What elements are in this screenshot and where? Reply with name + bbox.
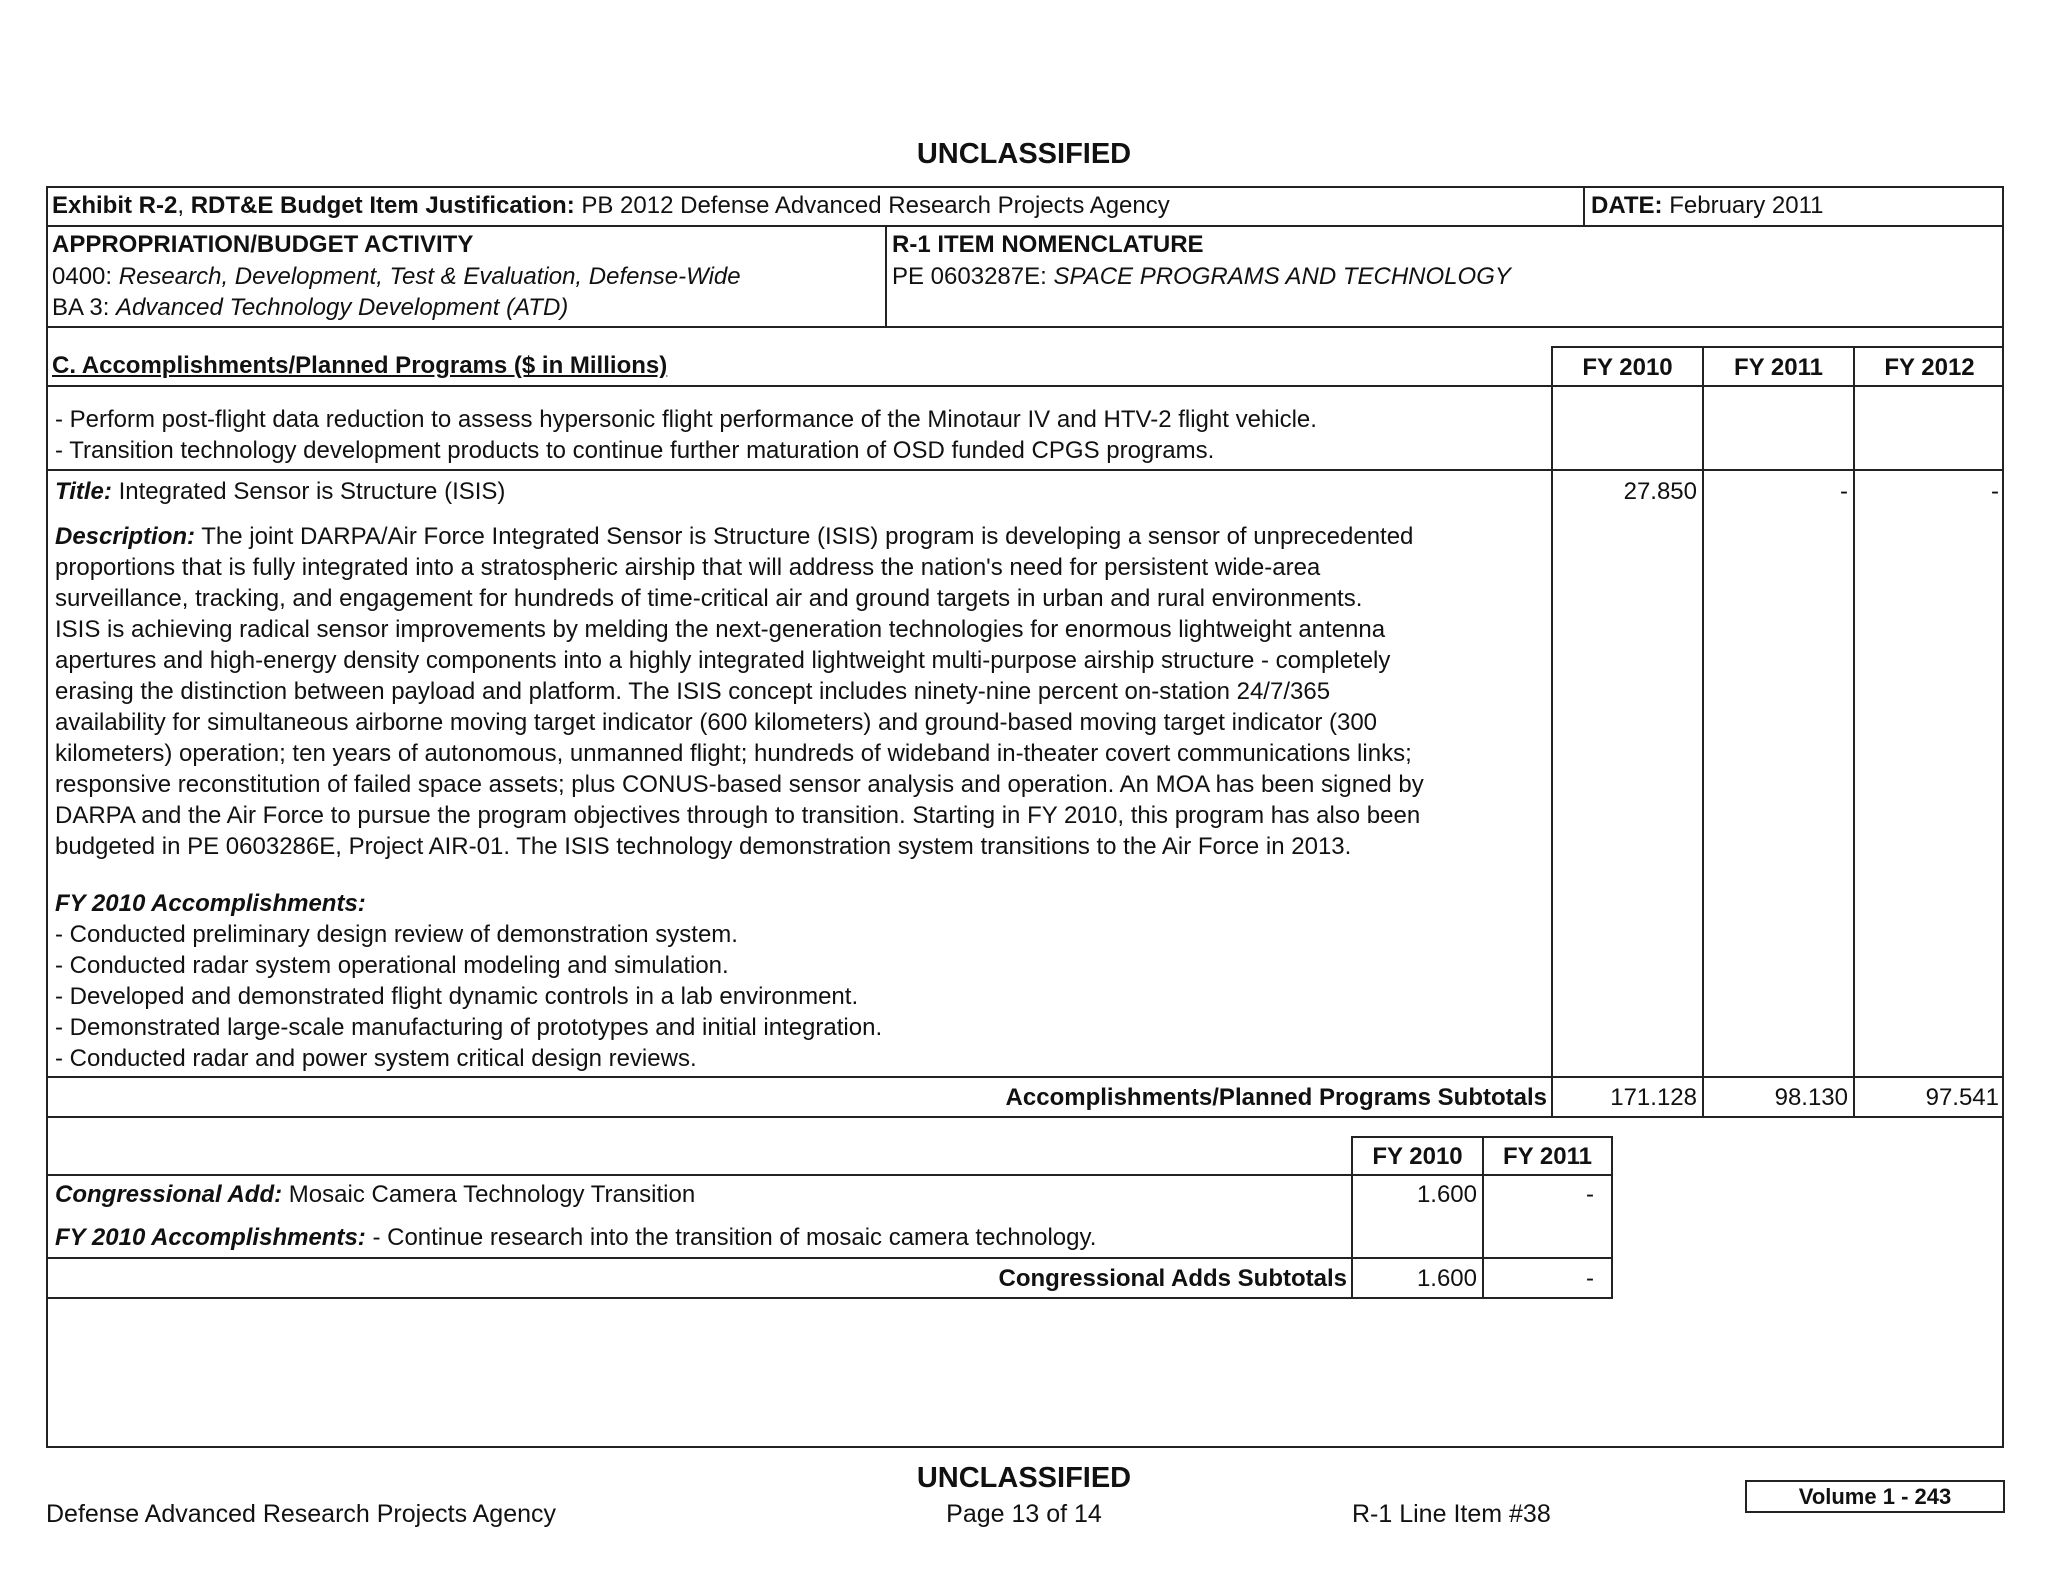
nomenclature-heading: R-1 ITEM NOMENCLATURE <box>892 231 1204 258</box>
appropriation-heading: APPROPRIATION/BUDGET ACTIVITY <box>52 231 474 258</box>
cong-rule-header <box>46 1174 1613 1176</box>
rule-date-divider <box>1583 186 1585 226</box>
cong-rule-item <box>46 1257 1613 1259</box>
program-value-fy2011: - <box>1840 478 1848 505</box>
description-line: ISIS is achieving radical sensor improvements by melding the next-generation technologies for enormous lightweight antenna <box>55 616 1386 643</box>
date-value: February 2011 <box>1669 192 1824 219</box>
cong-value-fy2011: - <box>1586 1181 1594 1208</box>
subtotal-fy2010: 171.128 <box>1610 1084 1697 1111</box>
description-line: kilometers) operation; ten years of autonomous, unmanned flight; hundreds of wideband in-theater covert communications links; <box>55 740 1412 767</box>
accomplishment-item: - Conducted preliminary design review of demonstration system. <box>55 921 738 948</box>
description-line: responsive reconstitution of failed space assets; plus CONUS-based sensor analysis and operation. An MOA has been signed by <box>55 771 1424 798</box>
program-value-fy2012: - <box>1991 478 1999 505</box>
pe-code: PE 0603287E: <box>892 263 1054 290</box>
volume-label: Volume 1 - 243 <box>1798 1484 1952 1509</box>
description-line: apertures and high-energy density components into a highly integrated lightweight multi-purpose airship structure - completely <box>55 647 1391 674</box>
accomplishment-item: - Demonstrated large-scale manufacturing of prototypes and initial integration. <box>55 1014 883 1041</box>
cong-rule-col3 <box>1611 1136 1613 1299</box>
col-header-fy2011: FY 2011 <box>1734 354 1823 381</box>
accomplishment-item: - Conducted radar system operational modeling and simulation. <box>55 952 729 979</box>
cong-value-fy2010: 1.600 <box>1416 1181 1477 1208</box>
cong-add-label: Congressional Add: <box>55 1181 283 1208</box>
subtotal-label: Accomplishments/Planned Programs Subtotals <box>1005 1084 1547 1111</box>
description-line: proportions that is fully integrated into a stratospheric airship that will address the nation's need for persistent wide-area <box>55 554 1321 581</box>
cong-subtotal-fy2011: - <box>1586 1265 1594 1292</box>
description-text: The joint DARPA/Air Force Integrated Sensor is Structure (ISIS) program is developing a sensor of unprecedented <box>195 523 1414 550</box>
date-field <box>1591 190 1824 221</box>
description-line: erasing the distinction between payload and platform. The ISIS concept includes ninety-nine percent on-station 24/7/365 <box>55 678 1331 705</box>
rule-appropriation <box>46 326 2004 328</box>
exhibit-label: Exhibit R-2 <box>52 192 178 219</box>
description-line: surveillance, tracking, and engagement for hundreds of time-critical air and ground targets in urban and rural environments. <box>55 585 1363 612</box>
rule-header <box>46 225 2004 227</box>
exhibit-title <box>52 190 1170 221</box>
justification-label: RDT&E Budget Item Justification: <box>190 192 575 219</box>
cong-add-value: Mosaic Camera Technology Transition <box>282 1181 696 1208</box>
program-value-fy2010: 27.850 <box>1623 478 1697 505</box>
cong-rule-bottom <box>46 1297 1613 1299</box>
description-line: DARPA and the Air Force to pursue the program objectives through to transition. Starting in FY 2010, this program has also been <box>55 802 1421 829</box>
rule-col-header-top <box>1551 346 2004 348</box>
rule-subtotal <box>46 1116 2004 1118</box>
appropriation-text: Research, Development, Test & Evaluation, Defense-Wide <box>118 263 741 290</box>
title-value: Integrated Sensor is Structure (ISIS) <box>111 478 506 505</box>
rule-col-fy2012 <box>1853 346 1855 1118</box>
subtotal-fy2011: 98.130 <box>1774 1084 1848 1111</box>
pe-text: SPACE PROGRAMS AND TECHNOLOGY <box>1053 263 1511 290</box>
appropriation-line1 <box>52 261 741 292</box>
rule-col-fy2011 <box>1702 346 1704 1118</box>
nomenclature-line <box>892 261 1511 292</box>
cong-header-fy2010: FY 2010 <box>1372 1143 1463 1170</box>
rule-col-fy2010 <box>1551 346 1553 1118</box>
carryover-item: - Transition technology development products to continue further maturation of OSD funded CPGS programs. <box>55 437 1215 464</box>
appropriation-code: 0400: <box>52 263 119 290</box>
description-label: Description: <box>55 523 196 550</box>
description-line: budgeted in PE 0603286E, Project AIR-01. The ISIS technology demonstration system transitions to the Air Force in 2013. <box>55 833 1352 860</box>
accomplishment-item: - Conducted radar and power system critical design reviews. <box>55 1045 697 1072</box>
classification-top: UNCLASSIFIED <box>916 138 1132 170</box>
rule-nomenclature-divider <box>885 225 887 327</box>
cong-acc-value: - Continue research into the transition of mosaic camera technology. <box>365 1224 1097 1251</box>
cong-acc-label: FY 2010 Accomplishments: <box>55 1224 366 1251</box>
congressional-add <box>55 1179 695 1210</box>
classification-bottom: UNCLASSIFIED <box>916 1462 1132 1494</box>
footer-page: Page 13 of 14 <box>946 1500 1102 1528</box>
cong-accomplishment <box>55 1222 1096 1253</box>
program-title <box>55 476 505 507</box>
cong-subtotal-label: Congressional Adds Subtotals <box>998 1265 1347 1292</box>
section-c-heading: C. Accomplishments/Planned Programs ($ in Millions) <box>52 352 668 379</box>
col-header-fy2012: FY 2012 <box>1884 354 1975 381</box>
description-line <box>55 521 1413 552</box>
justification-value: PB 2012 Defense Advanced Research Projects Agency <box>581 192 1170 219</box>
description-line: availability for simultaneous airborne moving target indicator (600 kilometers) and ground-based moving target indicator (300 <box>55 709 1378 736</box>
volume-box <box>1745 1480 2005 1513</box>
carryover-item: - Perform post-flight data reduction to assess hypersonic flight performance of the Minotaur IV and HTV-2 flight vehicle. <box>55 406 1317 433</box>
rule-carryover <box>46 469 2004 471</box>
rule-section-heading <box>46 385 2004 387</box>
budget-activity-line <box>52 292 568 323</box>
accomplishments-heading: FY 2010 Accomplishments: <box>55 890 366 917</box>
budget-activity-text: Advanced Technology Development (ATD) <box>116 294 569 321</box>
date-label: DATE: <box>1591 192 1663 219</box>
subtotal-fy2012: 97.541 <box>1925 1084 1999 1111</box>
cong-header-fy2011: FY 2011 <box>1503 1143 1592 1170</box>
budget-activity-code: BA 3: <box>52 294 117 321</box>
col-header-fy2010: FY 2010 <box>1582 354 1673 381</box>
exhibit-sep: , <box>177 192 191 219</box>
title-label: Title: <box>55 478 112 505</box>
footer-line-item: R-1 Line Item #38 <box>1352 1500 1551 1528</box>
cong-subtotal-fy2010: 1.600 <box>1416 1265 1477 1292</box>
rule-program-bottom <box>46 1076 2004 1078</box>
footer-agency: Defense Advanced Research Projects Agency <box>46 1500 557 1528</box>
accomplishment-item: - Developed and demonstrated flight dynamic controls in a lab environment. <box>55 983 859 1010</box>
